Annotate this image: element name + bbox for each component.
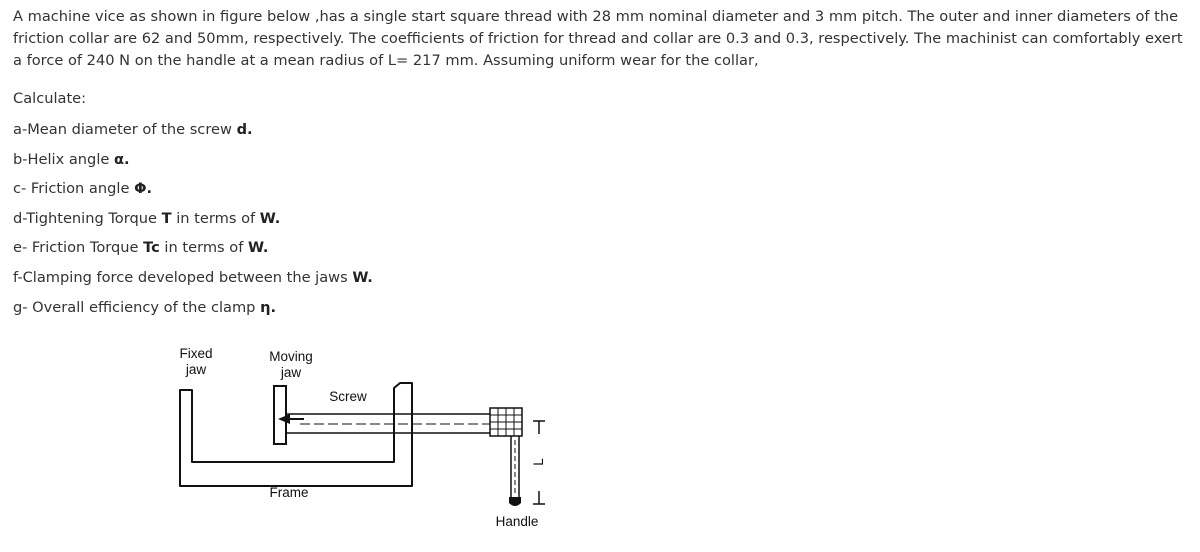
question-item bbox=[13, 237, 373, 267]
question-text: in terms of bbox=[171, 209, 260, 227]
question-list bbox=[13, 119, 373, 326]
screw-label: Screw bbox=[329, 389, 367, 404]
question-item bbox=[13, 119, 373, 149]
moving-jaw bbox=[274, 386, 286, 444]
question-symbol: W. bbox=[248, 239, 269, 257]
handle-label: Handle bbox=[495, 514, 539, 529]
problem-statement: A machine vice as shown in figure below ,has a single start square thread with 28 mm nominal diameter and 3 mm pitch. The outer and inner diameters of the friction collar are 62 and 50mm, respectively. The coefficients of friction for thread and collar are 0.3 and 0.3, respectively. The machinist can comfortably exert a force of 240 N on the handle at a mean radius of L= 217 mm. Assuming uniform wear for the collar, bbox=[13, 8, 1183, 69]
fixed-jaw-label: Fixed bbox=[179, 346, 213, 361]
question-item bbox=[13, 297, 373, 327]
question-text: d-Tightening Torque bbox=[13, 209, 162, 227]
question-item bbox=[13, 267, 373, 297]
question-text: g- Overall efficiency of the clamp bbox=[13, 298, 261, 316]
vice-frame bbox=[180, 383, 412, 486]
question-symbol: α. bbox=[114, 150, 130, 168]
moving-jaw-label: jaw bbox=[280, 365, 302, 380]
dimension-label-L: L bbox=[531, 458, 546, 466]
question-item bbox=[13, 208, 373, 238]
question-symbol: T bbox=[161, 209, 172, 227]
question-text: f-Clamping force developed between the jaws bbox=[13, 268, 353, 286]
moving-jaw-label: Moving bbox=[269, 349, 313, 364]
question-text: e- Friction Torque bbox=[13, 239, 144, 257]
question-text: in terms of bbox=[159, 239, 248, 257]
question-text: a-Mean diameter of the screw bbox=[13, 121, 237, 138]
frame-label: Frame bbox=[269, 485, 309, 500]
machine-vice-figure bbox=[150, 330, 570, 545]
question-text: c- Friction angle bbox=[13, 180, 135, 198]
handle-end bbox=[509, 497, 521, 506]
question-symbol: Tc bbox=[143, 239, 160, 257]
question-text: b-Helix angle bbox=[13, 150, 114, 168]
question-symbol: η. bbox=[260, 298, 277, 316]
fixed-jaw-label: jaw bbox=[185, 362, 207, 377]
question-symbol: W. bbox=[259, 209, 281, 227]
question-symbol: d. bbox=[236, 121, 253, 138]
question-symbol: W. bbox=[352, 268, 373, 286]
question-item bbox=[13, 149, 373, 179]
question-symbol: Φ. bbox=[134, 180, 153, 198]
calculate-label: Calculate: bbox=[13, 90, 87, 107]
question-item bbox=[13, 178, 373, 208]
